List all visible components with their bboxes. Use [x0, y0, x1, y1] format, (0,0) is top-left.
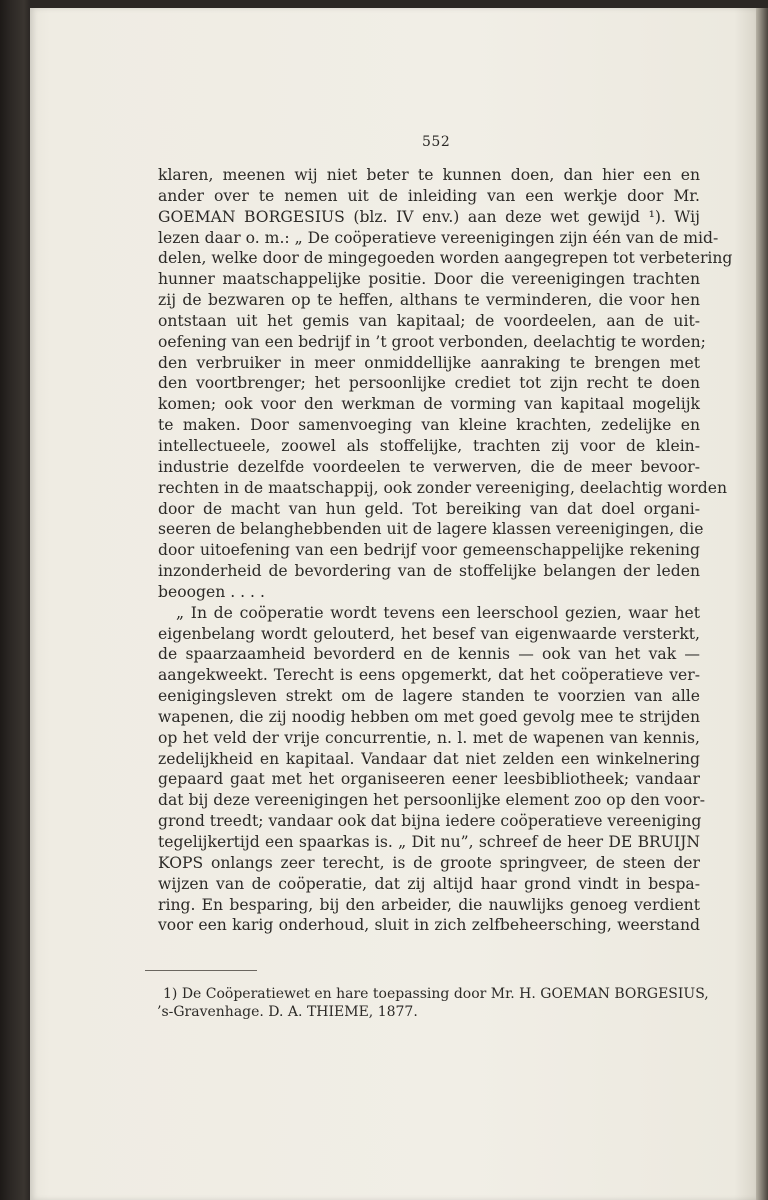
- text-line: beoogen . . . .: [158, 582, 265, 601]
- text-line: klaren, meenen wij niet beter te kunnen doen, dan hier een en: [158, 166, 700, 184]
- text-line: ander over te nemen uit de inleiding van een werkje door Mr.: [158, 186, 700, 205]
- text-line: tegelijkertijd een spaarkas is. „ Dit nu”, schreef de heer DE BRUIJN: [158, 833, 700, 851]
- footnotes: [157, 985, 709, 1021]
- text-line: grond treedt; vandaar ook dat bijna iedere coöperatieve vereeniging: [158, 812, 702, 831]
- text-line: te maken. Door samenvoeging van kleine krachten, zedelijke en: [158, 416, 700, 435]
- text-line: eigenbelang wordt gelouterd, het besef van eigenwaarde versterkt,: [158, 624, 700, 643]
- text-line: rechten in de maatschappij, ook zonder vereeniging, deelachtig worden: [158, 478, 728, 497]
- text-line: „ In de coöperatie wordt tevens een leerschool gezien, waar het: [176, 603, 700, 622]
- text-line: komen; ook voor den werkman de vorming van kapitaal mogelijk: [158, 395, 700, 414]
- text-line: eenigingsleven strekt om de lagere standen te voorzien van alle: [158, 687, 700, 706]
- page-edge: [756, 8, 768, 1200]
- text-line: GOEMAN BORGESIUS (blz. IV env.) aan deze wet gewijd ¹). Wij: [158, 207, 700, 226]
- text-line: wijzen van de coöperatie, dat zij altijd haar grond vindt in bespa-: [158, 874, 700, 893]
- text-line: de spaarzaamheid bevorderd en de kennis — ook van het vak —: [158, 645, 700, 664]
- text-line: zij de bezwaren op te heffen, althans te verminderen, die voor hen: [158, 291, 700, 310]
- text-line: dat bij deze vereenigingen het persoonlijke element zoo op den voor-: [158, 791, 706, 810]
- text-line: door de macht van hun geld. Tot bereiking van dat doel organi-: [158, 499, 700, 518]
- text-line: KOPS onlangs zeer terecht, is de groote springveer, de steen der: [158, 853, 700, 872]
- text-line: lezen daar o. m.: „ De coöperatieve vereenigingen zijn één van de mid-: [158, 228, 719, 247]
- footnote-line: 1) De Coöperatiewet en hare toepassing door Mr. H. GOEMAN BORGESIUS,: [163, 986, 709, 1002]
- text-line: voor een karig onderhoud, sluit in zich zelfbeheersching, weerstand: [158, 916, 700, 935]
- text-line: ontstaan uit het gemis van kapitaal; de voordeelen, aan de uit-: [158, 311, 700, 330]
- text-line: oefening van een bedrijf in ’t groot verbonden, deelachtig te worden;: [158, 332, 706, 351]
- text-line: wapenen, die zij noodig hebben om met goed gevolg mee te strijden: [158, 707, 700, 726]
- page-number: 552: [422, 134, 451, 150]
- text-line: op het veld der vrije concurrentie, n. l. met de wapenen van kennis,: [158, 728, 700, 747]
- footnote-line: ’s-Gravenhage. D. A. THIEME, 1877.: [157, 1004, 418, 1020]
- body-text: [158, 165, 733, 936]
- text-line: door uitoefening van een bedrijf voor gemeenschappelijke rekening: [158, 541, 700, 560]
- text-line: den verbruiker in meer onmiddellijke aanraking te brengen met: [158, 353, 700, 372]
- text-line: seeren de belanghebbenden uit de lagere klassen vereenigingen, die: [158, 520, 704, 539]
- text-line: den voortbrenger; het persoonlijke crediet tot zijn recht te doen: [158, 374, 700, 393]
- text-line: delen, welke door de mingegoeden worden aangegrepen tot verbetering: [158, 249, 733, 268]
- text-line: industrie dezelfde voordeelen te verwerven, die de meer bevoor-: [158, 457, 700, 476]
- text-line: gepaard gaat met het organiseeren eener leesbibliotheek; vandaar: [158, 770, 700, 789]
- text-line: intellectueele, zoowel als stoffelijke, trachten zij voor de klein-: [158, 436, 700, 455]
- text-line: inzonderheid de bevordering van de stoffelijke belangen der leden: [158, 562, 700, 581]
- text-line: aangekweekt. Terecht is eens opgemerkt, dat het coöperatieve ver-: [158, 666, 700, 685]
- text-line: hunner maatschappelijke positie. Door die vereenigingen trachten: [158, 270, 700, 289]
- footnote-divider: [145, 970, 257, 971]
- text-line: ring. En besparing, bij den arbeider, die nauwlijks genoeg verdient: [158, 895, 700, 914]
- text-line: zedelijkheid en kapitaal. Vandaar dat niet zelden een winkelnering: [158, 749, 700, 768]
